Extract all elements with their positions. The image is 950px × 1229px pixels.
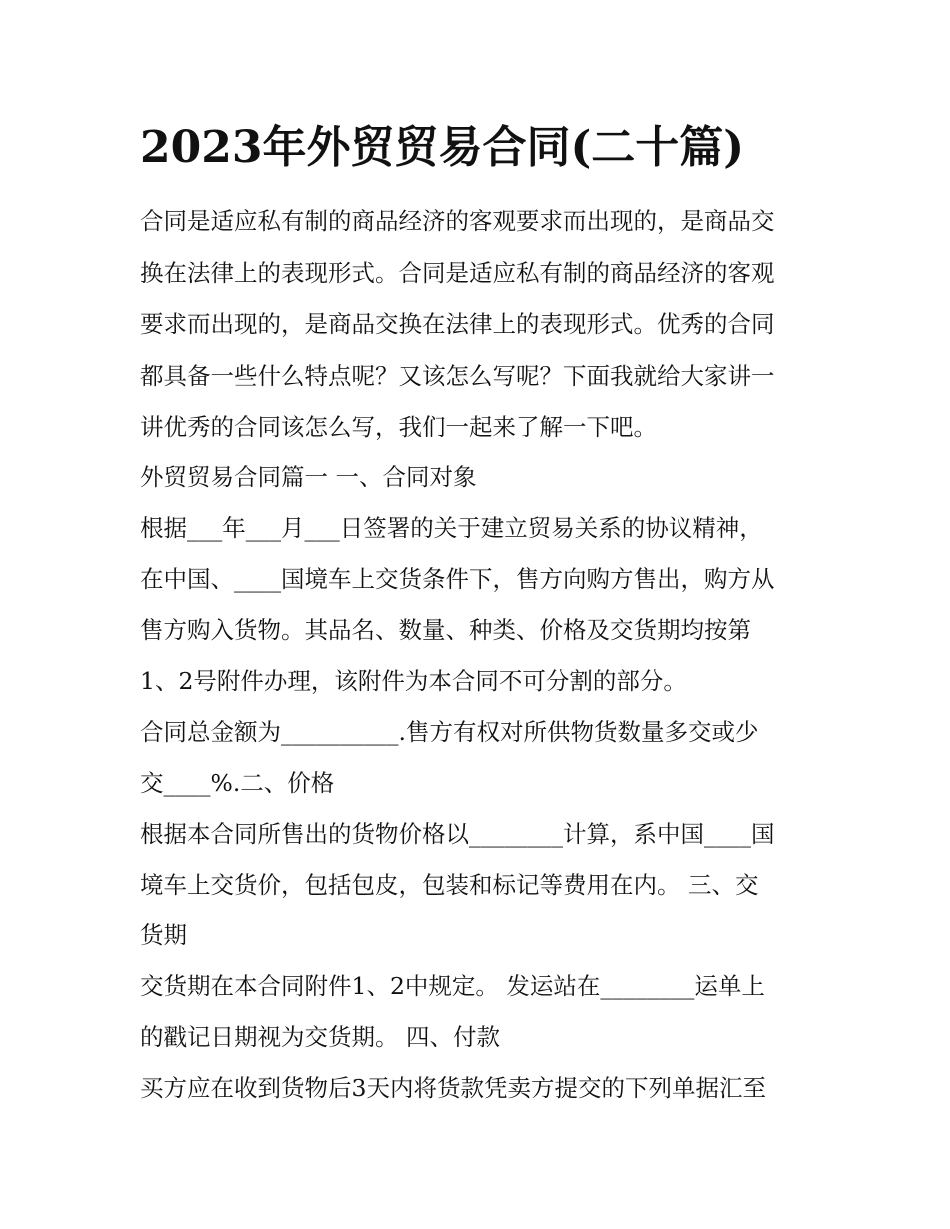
body-line-9: 售方购入货物。其品名、数量、种类、价格及交货期均按第 bbox=[140, 616, 751, 644]
body-line-3: 要求而出现的，是商品交换在法律上的表现形式。优秀的合同 bbox=[140, 310, 775, 338]
body-line-7: 根据___年___月___日签署的关于建立贸易关系的协议精神， bbox=[140, 514, 763, 542]
body-line-18: 买方应在收到货物后3天内将货款凭卖方提交的下列单据汇至 bbox=[140, 1074, 766, 1102]
body-line-10: 1、2号附件办理，该附件为本合同不可分割的部分。 bbox=[140, 667, 687, 695]
body-line-15: 货期 bbox=[140, 921, 187, 949]
body-line-16: 交货期在本合同附件1、2中规定。 发运站在________运单上 bbox=[140, 972, 765, 1000]
document-title: 2023年外贸贸易合同(二十篇) bbox=[140, 122, 745, 173]
body-line-14: 境车上交货价，包括包皮，包装和标记等费用在内。 三、交 bbox=[140, 871, 759, 899]
body-line-11: 合同总金额为__________.售方有权对所供物货数量多交或少 bbox=[140, 718, 759, 746]
section-heading-1: 外贸贸易合同篇一 一、合同对象 bbox=[140, 463, 477, 491]
body-line-2: 换在法律上的表现形式。合同是适应私有制的商品经济的客观 bbox=[140, 259, 775, 287]
body-line-12: 交____%.二、价格 bbox=[140, 769, 335, 797]
body-line-17: 的戳记日期视为交货期。 四、付款 bbox=[140, 1023, 500, 1051]
body-line-5: 讲优秀的合同该怎么写，我们一起来了解一下吧。 bbox=[140, 413, 657, 441]
body-line-4: 都具备一些什么特点呢？又该怎么写呢？下面我就给大家讲一 bbox=[140, 362, 775, 390]
body-line-8: 在中国、____国境车上交货条件下，售方向购方售出，购方从 bbox=[140, 565, 775, 593]
body-line-13: 根据本合同所售出的货物价格以________计算，系中国____国 bbox=[140, 820, 775, 848]
body-line-1: 合同是适应私有制的商品经济的客观要求而出现的，是商品交 bbox=[140, 207, 775, 235]
